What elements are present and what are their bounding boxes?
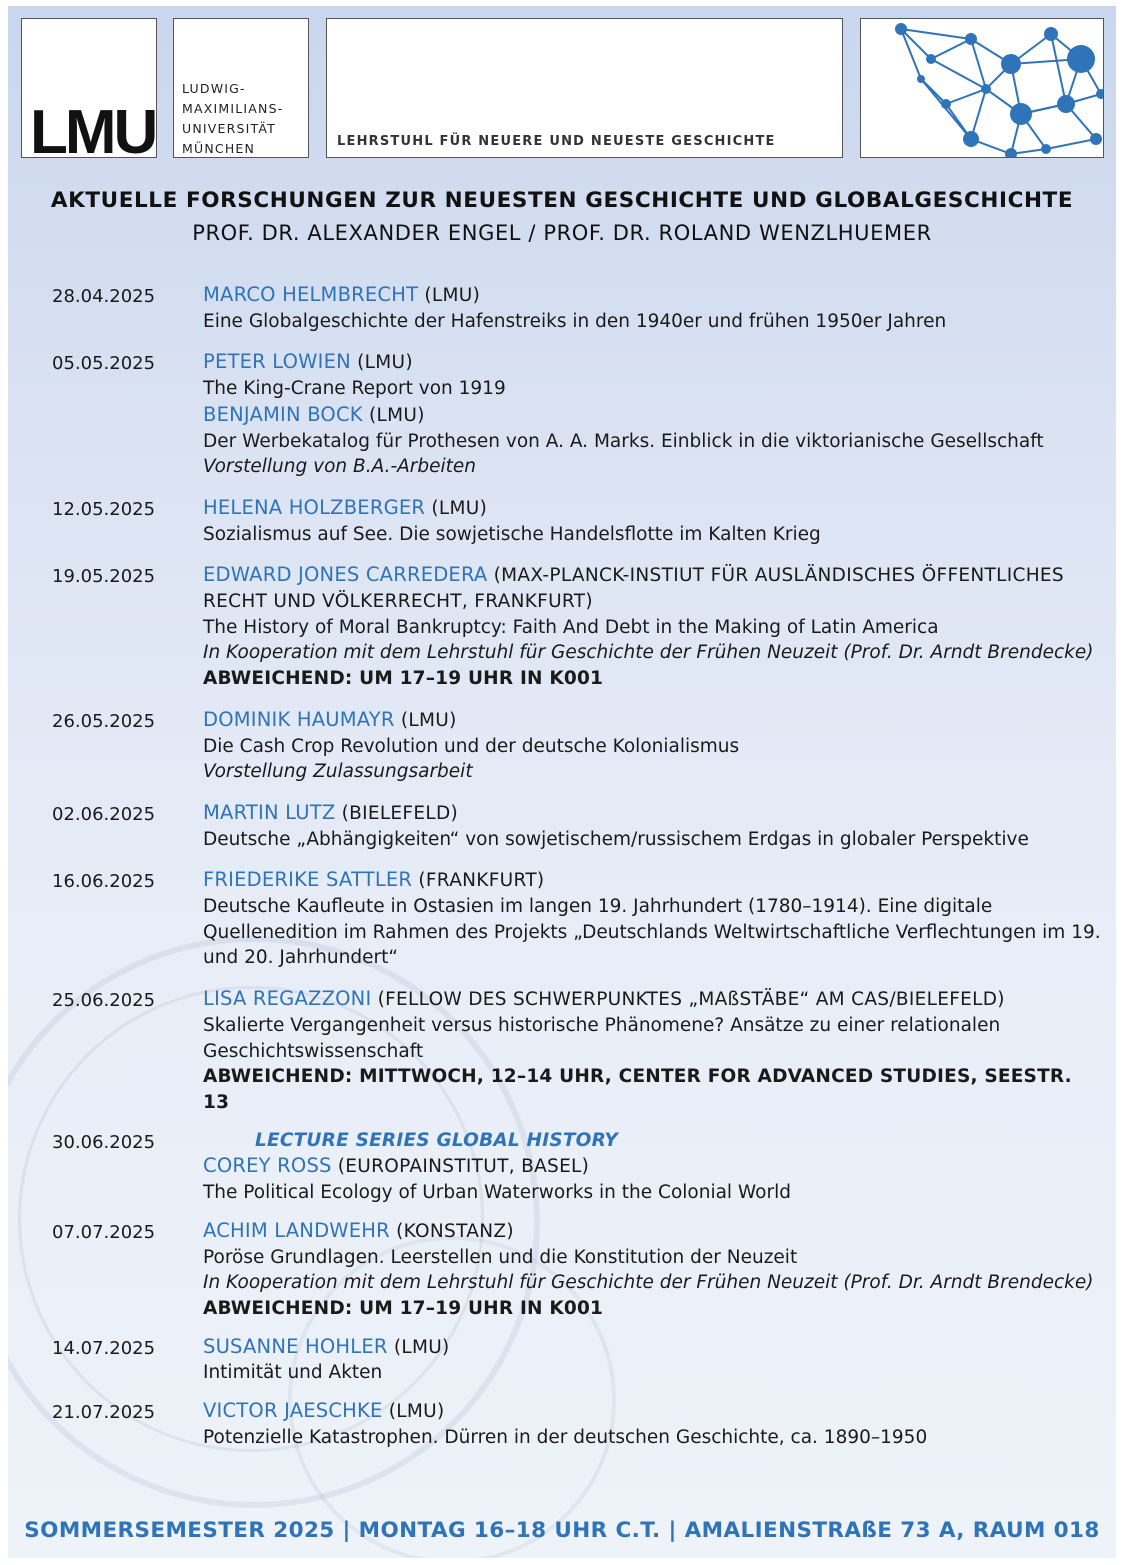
page-title: AKTUELLE FORSCHUNGEN ZUR NEUESTEN GESCHICHTE UND GLOBALGESCHICHTE	[50, 188, 1074, 213]
schedule-change-notice: ABWEICHEND: MITTWOCH, 12–14 UHR, CENTER FOR ADVANCED STUDIES, SEESTR. 13	[203, 1066, 1072, 1113]
speaker-name: ACHIM LANDWEHR	[203, 1218, 390, 1242]
speaker-affiliation: (KONSTANZ)	[389, 1220, 514, 1242]
schedule-entry	[8, 1218, 1116, 1322]
talk-title: Sozialismus auf See. Die sowjetische Handelsflotte im Kalten Krieg	[203, 523, 821, 545]
schedule-entry	[8, 867, 1116, 971]
schedule-change-notice: ABWEICHEND: UM 17–19 UHR IN K001	[203, 1297, 604, 1319]
talk-title: Eine Globalgeschichte der Hafenstreiks in den 1940er und frühen 1950er Jahren	[203, 310, 947, 332]
speaker-affiliation: (LMU)	[425, 497, 488, 519]
speaker-name: EDWARD JONES CARREDERA	[203, 563, 488, 587]
speaker-line	[203, 800, 1103, 827]
speaker-name: MARTIN LUTZ	[203, 800, 336, 824]
university-name-line: LUDWIG-	[182, 81, 246, 96]
entry-date: 28.04.2025	[52, 286, 156, 307]
entry-content	[203, 986, 1103, 1116]
speaker-line	[203, 562, 1103, 614]
talk-title: Deutsche Kaufleute in Ostasien im langen 19. Jahrhundert (1780–1914). Eine digitale Quellenedition im Rahmen des Projekts „Deutschlands Weltwirtschaftliche Verflechtungen im 19. und 20. Jahrhundert“	[203, 896, 1101, 969]
schedule-entry	[8, 1334, 1116, 1386]
schedule-change-notice: ABWEICHEND: UM 17–19 UHR IN K001	[203, 668, 604, 690]
entry-date: 02.06.2025	[52, 803, 156, 825]
entry-content	[203, 707, 1103, 785]
speaker-affiliation: (LMU)	[350, 352, 413, 374]
schedule-entry	[8, 282, 1116, 334]
schedule-list	[8, 282, 1116, 1450]
entry-content	[203, 1128, 1103, 1206]
speaker-affiliation: (BIELEFELD)	[335, 802, 459, 824]
speaker-name: MARCO HELMBRECHT	[203, 283, 419, 306]
speaker-line	[203, 1153, 1103, 1180]
speaker-affiliation: (FELLOW DES SCHWERPUNKTES „MAßSTÄBE“ AM CAS/BIELEFELD)	[371, 989, 1005, 1011]
speaker-affiliation: (MAX-PLANCK-INSTIUT FÜR AUSLÄNDISCHES ÖFFENTLICHES RECHT UND VÖLKERRECHT, FRANKFURT)	[203, 565, 1064, 613]
university-name-box	[173, 18, 309, 158]
speaker-line	[203, 495, 1103, 522]
talk-title: Der Werbekatalog für Prothesen von A. A. Marks. Einblick in die viktorianische Gesellschaft	[203, 430, 1044, 452]
speaker-name: LISA REGAZZONI	[203, 987, 372, 1011]
speaker-name: HELENA HOLZBERGER	[203, 495, 426, 519]
speaker-affiliation: (LMU)	[418, 285, 481, 306]
speaker-line	[203, 1334, 1103, 1361]
entry-content	[203, 867, 1103, 971]
entry-date: 25.06.2025	[52, 990, 156, 1012]
entry-date: 05.05.2025	[52, 353, 156, 375]
entry-content	[203, 1398, 1103, 1450]
entry-note: In Kooperation mit dem Lehrstuhl für Geschichte der Frühen Neuzeit (Prof. Dr. Arndt Brendecke)	[203, 1272, 1094, 1294]
entry-date: 26.05.2025	[52, 710, 156, 732]
entry-content	[203, 495, 1103, 547]
speaker-name: FRIEDERIKE SATTLER	[203, 868, 413, 892]
speaker-affiliation: (LMU)	[362, 404, 425, 426]
entry-date: 07.07.2025	[52, 1221, 156, 1243]
entry-content	[203, 282, 1103, 334]
university-name-line: MÜNCHEN	[182, 141, 256, 156]
speaker-name: PETER LOWIEN	[203, 350, 351, 374]
schedule-entry	[8, 986, 1116, 1116]
entry-content	[203, 349, 1103, 480]
schedule-entry	[8, 562, 1116, 692]
schedule-entry	[8, 495, 1116, 547]
speaker-name: DOMINIK HAUMAYR	[203, 707, 395, 731]
entry-content	[203, 1218, 1103, 1322]
chair-name: LEHRSTUHL FÜR NEUERE UND NEUESTE GESCHICHTE	[337, 134, 776, 149]
speaker-line	[203, 986, 1103, 1013]
talk-title: Intimität und Akten	[203, 1362, 383, 1384]
talk-title: Skalierte Vergangenheit versus historische Phänomene? Ansätze zu einer relationalen Geschichtswissenschaft	[203, 1014, 1001, 1062]
poster	[8, 6, 1116, 1558]
university-name	[182, 79, 283, 159]
speaker-affiliation: (LMU)	[387, 1336, 450, 1358]
entry-date: 19.05.2025	[52, 566, 156, 588]
schedule-entry	[8, 707, 1116, 785]
footer-info: SOMMERSEMESTER 2025 | MONTAG 16–18 UHR C.T. | AMALIENSTRAßE 73 A, RAUM 018	[24, 1518, 1100, 1543]
speaker-line	[203, 1218, 1103, 1245]
entry-note: Vorstellung Zulassungsarbeit	[203, 761, 473, 783]
schedule-entry	[8, 1128, 1116, 1206]
speaker-name: SUSANNE HOHLER	[203, 1334, 388, 1358]
chair-name-box	[326, 18, 843, 158]
speaker-line	[203, 282, 1103, 309]
speaker-name: BENJAMIN BOCK	[203, 402, 363, 426]
schedule-entry	[8, 349, 1116, 480]
page-subtitle: PROF. DR. ALEXANDER ENGEL / PROF. DR. ROLAND WENZLHUEMER	[192, 221, 932, 245]
schedule-entry	[8, 1398, 1116, 1450]
talk-title: Potenzielle Katastrophen. Dürren in der deutschen Geschichte, ca. 1890–1950	[203, 1426, 928, 1448]
entry-content	[203, 800, 1103, 852]
speaker-affiliation: (LMU)	[394, 709, 457, 731]
university-name-line: UNIVERSITÄT	[182, 121, 277, 136]
speaker-affiliation: (LMU)	[382, 1401, 445, 1423]
talk-title: Poröse Grundlagen. Leerstellen und die Konstitution der Neuzeit	[203, 1246, 798, 1268]
entry-content	[203, 562, 1103, 692]
speaker-line	[203, 707, 1103, 734]
entry-date: 12.05.2025	[52, 498, 156, 520]
university-name-line: MAXIMILIANS-	[182, 101, 284, 116]
speaker-line	[203, 867, 1103, 894]
schedule-entry	[8, 800, 1116, 852]
speaker-line	[203, 349, 1103, 376]
network-graphic-icon	[860, 18, 1104, 158]
speaker-line	[203, 1398, 1103, 1425]
talk-title: Die Cash Crop Revolution und der deutsche Kolonialismus	[203, 735, 740, 757]
lmu-logo-mark: LMU	[30, 98, 156, 167]
talk-title: The Political Ecology of Urban Waterworks in the Colonial World	[203, 1182, 791, 1204]
entry-date: 30.06.2025	[52, 1131, 156, 1153]
speaker-affiliation: (FRANKFURT)	[412, 870, 545, 892]
entry-date: 16.06.2025	[52, 871, 156, 893]
talk-title: Deutsche „Abhängigkeiten“ von sowjetischem/russischem Erdgas in globaler Perspektive	[203, 828, 1029, 850]
entry-date: 21.07.2025	[52, 1402, 156, 1424]
speaker-line	[203, 402, 1103, 429]
entry-note: Vorstellung von B.A.-Arbeiten	[203, 456, 477, 478]
speaker-affiliation: (EUROPAINSTITUT, BASEL)	[331, 1156, 590, 1178]
talk-title: The King-Crane Report von 1919	[203, 378, 506, 400]
speaker-name: COREY ROSS	[203, 1154, 332, 1178]
talk-title: The History of Moral Bankruptcy: Faith And Debt in the Making of Latin America	[203, 616, 939, 638]
speaker-name: VICTOR JAESCHKE	[203, 1399, 383, 1423]
entry-note: In Kooperation mit dem Lehrstuhl für Geschichte der Frühen Neuzeit (Prof. Dr. Arndt Brendecke)	[203, 642, 1094, 664]
network-graphic	[861, 19, 1104, 158]
entry-content	[203, 1334, 1103, 1386]
entry-date: 14.07.2025	[52, 1337, 156, 1359]
lecture-series-label: LECTURE SERIES GLOBAL HISTORY	[255, 1129, 618, 1151]
lmu-logo	[21, 18, 157, 167]
